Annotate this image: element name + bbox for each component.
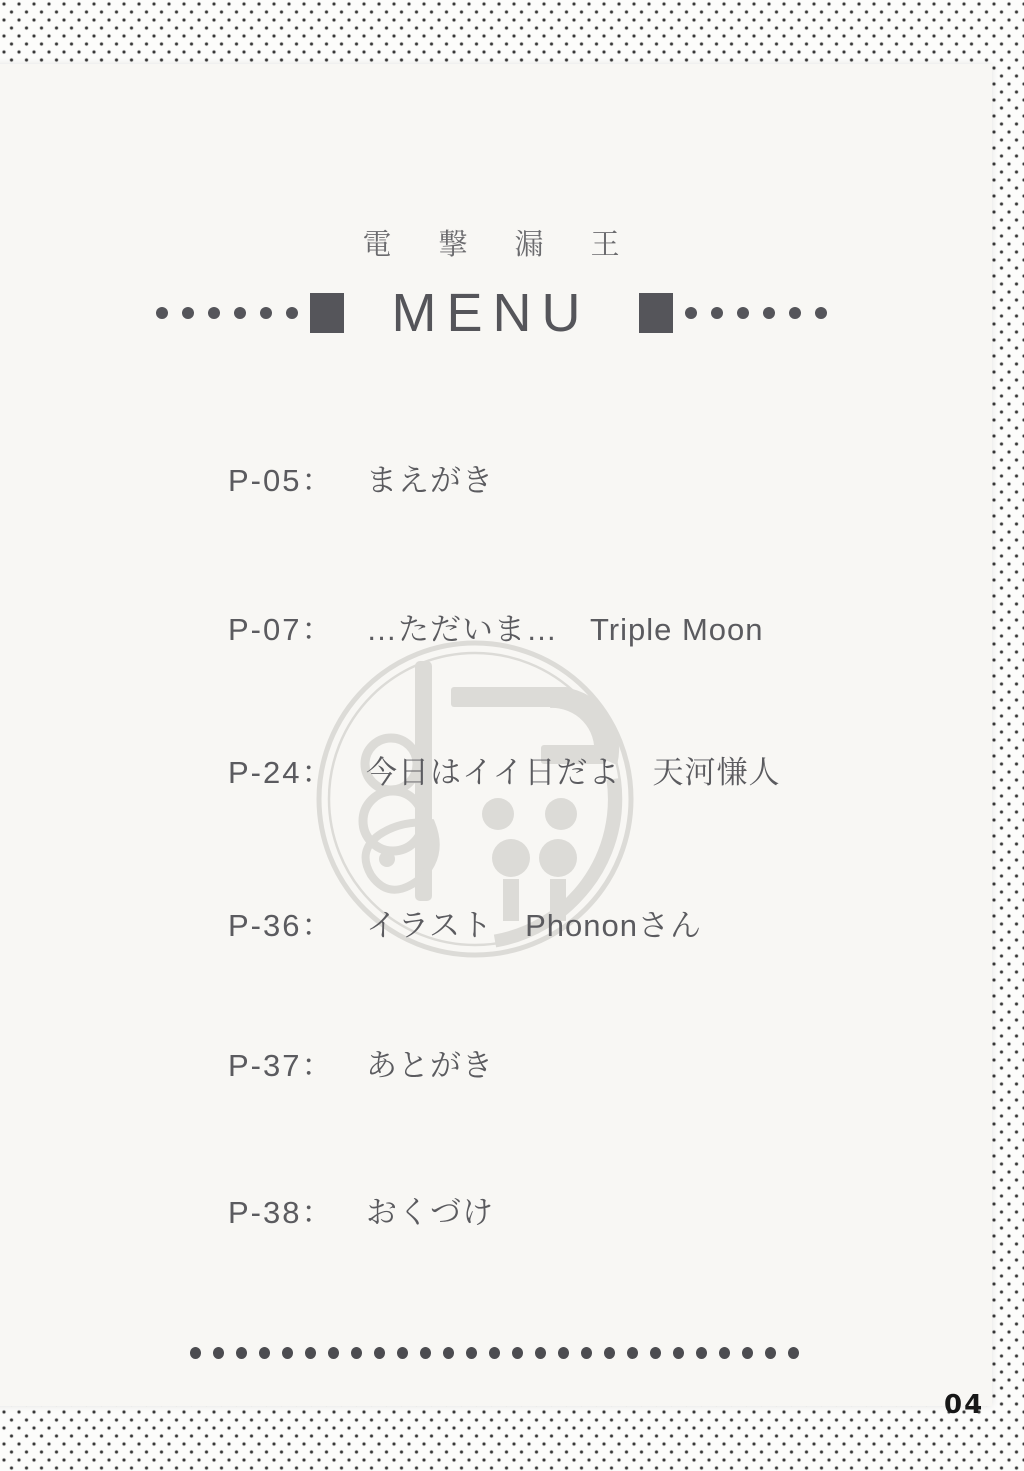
menu-item-page: P-37： (228, 1048, 335, 1083)
menu-item-title: イラスト Phononさん (366, 908, 702, 943)
page-sheet (0, 64, 992, 1406)
round-dot-icon (673, 1347, 684, 1359)
menu-item-6 (228, 1194, 494, 1232)
round-dot-icon (443, 1347, 454, 1359)
round-dot-icon (156, 307, 168, 319)
round-dot-icon (260, 307, 272, 319)
round-dot-icon (627, 1347, 638, 1359)
round-dot-icon (208, 307, 220, 319)
round-dot-icon (374, 1347, 385, 1359)
menu-item-title: …ただいま… Triple Moon (366, 612, 764, 647)
round-dot-icon (466, 1347, 477, 1359)
round-dot-icon (535, 1347, 546, 1359)
round-dot-icon (190, 1347, 201, 1359)
round-dot-icon (711, 307, 723, 319)
menu-item-title: 今日はイイ日だよ 天河慊人 (366, 755, 781, 790)
round-dot-icon (489, 1347, 500, 1359)
round-dot-icon (259, 1347, 270, 1359)
round-dot-icon (696, 1347, 707, 1359)
round-dot-icon (282, 1347, 293, 1359)
menu-item-page: P-24： (228, 755, 335, 790)
round-dot-icon (351, 1347, 362, 1359)
header-dots-right (685, 307, 827, 319)
round-dot-icon (737, 307, 749, 319)
menu-item-3 (228, 754, 780, 792)
round-dot-icon (719, 1347, 730, 1359)
page-number: 04 (944, 1390, 985, 1420)
round-dot-icon (420, 1347, 431, 1359)
menu-item-page: P-36： (228, 908, 335, 943)
round-dot-icon (763, 307, 775, 319)
round-dot-icon (305, 1347, 316, 1359)
round-dot-icon (788, 1347, 799, 1359)
round-dot-icon (328, 1347, 339, 1359)
menu-item-title: まえがき (366, 463, 494, 498)
menu-item-page: P-38： (228, 1195, 335, 1230)
round-dot-icon (815, 307, 827, 319)
round-dot-icon (558, 1347, 569, 1359)
round-dot-icon (765, 1347, 776, 1359)
round-dot-icon (286, 307, 298, 319)
menu-item-1 (228, 462, 494, 500)
round-dot-icon (213, 1347, 224, 1359)
round-dot-icon (742, 1347, 753, 1359)
menu-item-2 (228, 611, 764, 649)
round-dot-icon (650, 1347, 661, 1359)
round-dot-icon (182, 307, 194, 319)
menu-item-page: P-07： (228, 612, 335, 647)
menu-item-page: P-05： (228, 463, 335, 498)
footer-dots (190, 1347, 799, 1359)
round-dot-icon (234, 307, 246, 319)
round-dot-icon (236, 1347, 247, 1359)
square-bullet-left-icon (310, 293, 344, 333)
square-bullet-right-icon (639, 293, 673, 333)
round-dot-icon (512, 1347, 523, 1359)
menu-item-title: おくづけ (366, 1195, 494, 1230)
menu-item-title: あとがき (366, 1048, 494, 1083)
round-dot-icon (604, 1347, 615, 1359)
menu-header (0, 284, 992, 342)
menu-item-4 (228, 907, 702, 945)
menu-item-5 (228, 1047, 494, 1085)
menu-title: MENU (391, 283, 591, 343)
round-dot-icon (789, 307, 801, 319)
header-dots-left (156, 307, 298, 319)
round-dot-icon (685, 307, 697, 319)
round-dot-icon (397, 1347, 408, 1359)
round-dot-icon (581, 1347, 592, 1359)
series-title: 電撃漏王 (362, 229, 667, 261)
